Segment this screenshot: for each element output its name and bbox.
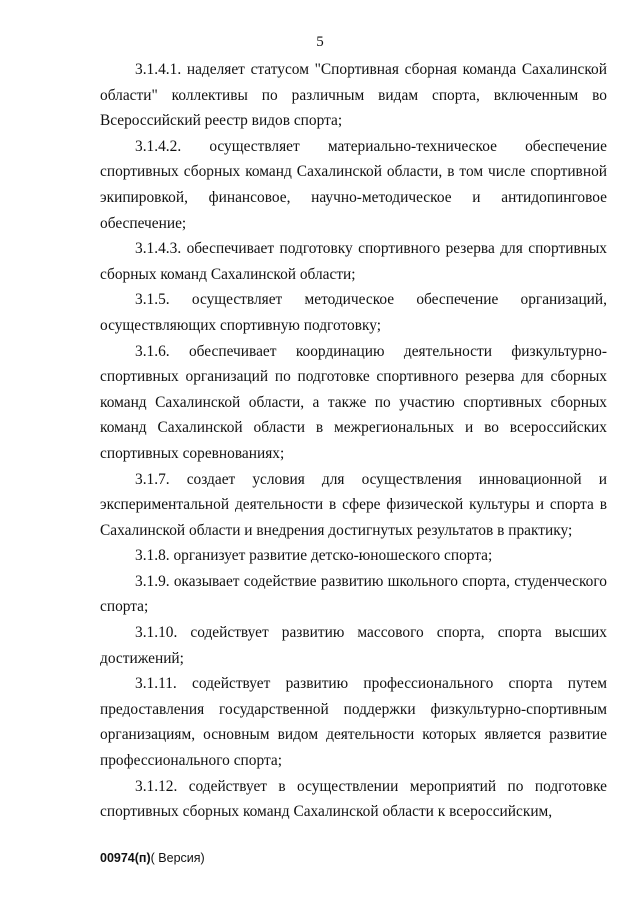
document-footer xyxy=(100,851,205,865)
paragraph-3-1-4-2: 3.1.4.2. осуществляет материально-техническое обеспечение спортивных сборных команд Сахалинской области, в том числе спортивной экипировкой, финансовое, научно-методическое и антидопинговое обеспечение; xyxy=(100,137,607,232)
page-number: 5 xyxy=(316,34,324,50)
document-body xyxy=(100,57,607,825)
paragraph-3-1-7: 3.1.7. создает условия для осуществления инновационной и экспериментальной деятельности в сфере физической культуры и спорта в Сахалинской области и внедрения достигнутых результатов в практику; xyxy=(100,470,607,539)
paragraph-3-1-12: 3.1.12. содействует в осуществлении мероприятий по подготовке спортивных сборных команд Сахалинской области к всероссийским, xyxy=(100,777,607,821)
document-version: ( Версия) xyxy=(150,851,205,865)
document-code: 00974(п) xyxy=(100,851,151,865)
paragraph-3-1-5: 3.1.5. осуществляет методическое обеспечение организаций, осуществляющих спортивную подготовку; xyxy=(100,291,607,334)
paragraph-3-1-6: 3.1.6. обеспечивает координацию деятельности физкультурно-спортивных организаций по подготовке спортивного резерва для сборных команд Сахалинской области, а также по участию спортивных сборных команд Сахалинской области в межрегиональных и во всероссийских спортивных соревнованиях; xyxy=(100,342,607,462)
paragraph-3-1-9: 3.1.9. оказывает содействие развитию школьного спорта, студенческого спорта; xyxy=(100,572,607,616)
paragraph-3-1-4-1: 3.1.4.1. наделяет статусом "Спортивная сборная команда Сахалинской области" коллективы по различным видам спорта, включенным во Всероссийский реестр видов спорта; xyxy=(100,61,607,130)
paragraph-3-1-11: 3.1.11. содействует развитию профессионального спорта путем предоставления государственной поддержки физкультурно-спортивным организациям, основным видом деятельности которых является развитие профессионального спорта; xyxy=(100,675,607,770)
paragraph-3-1-8: 3.1.8. организует развитие детско-юношеского спорта; xyxy=(135,547,493,565)
paragraph-3-1-4-3: 3.1.4.3. обеспечивает подготовку спортивного резерва для спортивных сборных команд Сахалинской области; xyxy=(100,240,607,283)
paragraph-3-1-10: 3.1.10. содействует развитию массового спорта, спорта высших достижений; xyxy=(100,624,607,667)
